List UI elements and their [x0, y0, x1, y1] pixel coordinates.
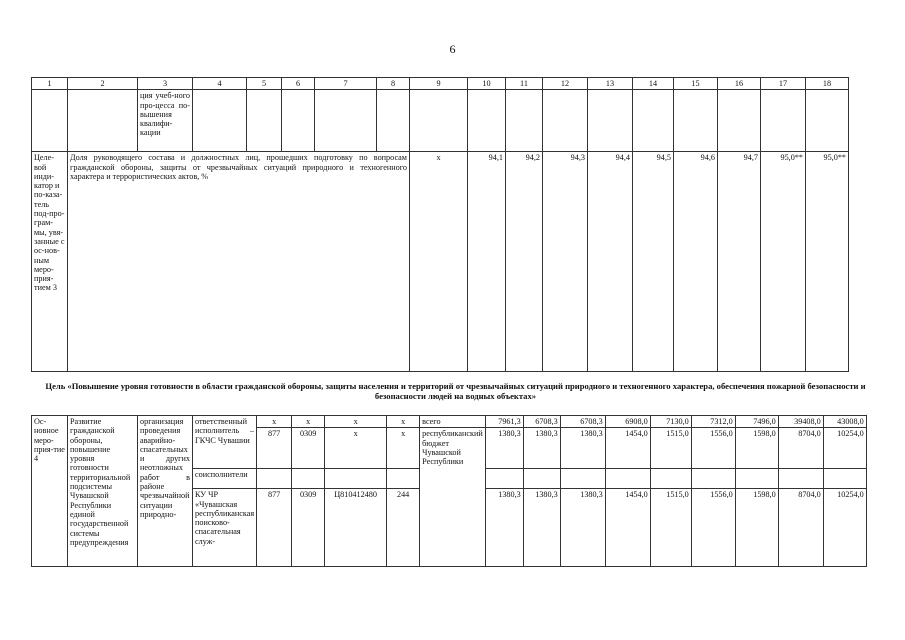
cell-code: 877 — [257, 428, 292, 469]
column-number: 10 — [468, 78, 506, 90]
amount: 1556,0 — [691, 428, 735, 469]
cell-code: х — [325, 416, 387, 428]
activity-name: Развитие гражданской обороны, повышение уровня готовности территориальной подсистемы Чувашской Республики единой государственной системы предупреждения — [68, 416, 138, 567]
amount: 8704,0 — [778, 489, 823, 567]
cell-code: 877 — [257, 489, 292, 567]
indicator-source: х — [410, 152, 468, 372]
amount: 7130,0 — [650, 416, 691, 428]
column-number: 14 — [633, 78, 674, 90]
amount: 1515,0 — [650, 428, 691, 469]
cell-code: х — [292, 416, 325, 428]
column-number: 18 — [806, 78, 849, 90]
indicator-value: 94,6 — [674, 152, 718, 372]
indicator-value: 94,2 — [506, 152, 543, 372]
cell-code: 0309 — [292, 428, 325, 469]
amount: 1380,3 — [485, 428, 523, 469]
amount: 8704,0 — [778, 428, 823, 469]
amount: 1380,3 — [523, 489, 560, 567]
amount: 10254,0 — [823, 428, 866, 469]
column-number: 16 — [718, 78, 761, 90]
column-number: 9 — [410, 78, 468, 90]
indicator-value: 94,5 — [633, 152, 674, 372]
indicator-value: 94,4 — [588, 152, 633, 372]
column-number: 13 — [588, 78, 633, 90]
cell-code: 244 — [387, 489, 420, 567]
funding-source: республиканский бюджет Чувашской Республики — [420, 428, 486, 567]
activity-task: организация проведения аварийно-спасательных и других неотложных работ в районе чрезвычайной ситуации природно- — [138, 416, 193, 567]
amount: 1380,3 — [485, 489, 523, 567]
column-number: 12 — [543, 78, 588, 90]
amount: 1515,0 — [650, 489, 691, 567]
continuation-row — [32, 90, 849, 152]
column-number: 5 — [247, 78, 282, 90]
coexecutors-label: соисполнители — [193, 469, 257, 489]
column-number: 17 — [761, 78, 806, 90]
amount: 7961,3 — [485, 416, 523, 428]
continuation-text: ция учеб-ного про-цесса по-вышения квалифи-кации — [138, 90, 193, 152]
amount: 7312,0 — [691, 416, 735, 428]
amount: 1380,3 — [523, 428, 560, 469]
activity-label: Ос-новное меро-прия-тие 4 — [32, 416, 68, 567]
amount: 39408,0 — [778, 416, 823, 428]
indicator-text: Доля руководящего состава и должностных лиц, прошедших подготовку по вопросам гражданской обороны, защиты от чрезвычайных ситуаций природного и техногенного характера и террористических актов, % — [68, 152, 410, 372]
amount: 1598,0 — [735, 489, 778, 567]
indicator-value: 95,0** — [806, 152, 849, 372]
column-number: 1 — [32, 78, 68, 90]
column-number: 4 — [193, 78, 247, 90]
column-number: 7 — [315, 78, 377, 90]
amount: 6708,3 — [560, 416, 605, 428]
column-number: 6 — [282, 78, 315, 90]
column-number: 15 — [674, 78, 718, 90]
amount: 1380,3 — [560, 428, 605, 469]
amount: 1598,0 — [735, 428, 778, 469]
page-number: 6 — [449, 42, 456, 56]
amount: 10254,0 — [823, 489, 866, 567]
amount: 7496,0 — [735, 416, 778, 428]
cell-code: х — [325, 428, 387, 469]
funding-source: всего — [420, 416, 486, 428]
column-number: 3 — [138, 78, 193, 90]
goal-heading: Цель «Повышение уровня готовности в области гражданской обороны, защиты населения и территорий от чрезвычайных ситуаций природного и техногенного характера, обеспечения пожарной безопасности и безопасности людей на водных объектах» — [45, 381, 866, 401]
cell-code: х — [387, 416, 420, 428]
cell-code: 0309 — [292, 489, 325, 567]
responsible-executor: ответственный исполнитель – ГКЧС Чувашии — [193, 416, 257, 469]
column-number: 11 — [506, 78, 543, 90]
amount: 1454,0 — [605, 428, 650, 469]
indicator-value: 94,3 — [543, 152, 588, 372]
amount: 6908,0 — [605, 416, 650, 428]
indicator-value: 94,1 — [468, 152, 506, 372]
column-number: 2 — [68, 78, 138, 90]
amount: 43008,0 — [823, 416, 866, 428]
amount: 1380,3 — [560, 489, 605, 567]
amount: 1454,0 — [605, 489, 650, 567]
indicator-row — [32, 152, 849, 372]
column-number: 8 — [377, 78, 410, 90]
cell-code: х — [257, 416, 292, 428]
column-number-row — [32, 78, 849, 90]
co-executor: КУ ЧР «Чувашская республиканская поисково-спасательная служ- — [193, 489, 257, 567]
total-row — [32, 416, 867, 428]
cell-code: Ц810412480 — [325, 489, 387, 567]
amount: 6708,3 — [523, 416, 560, 428]
amount: 1556,0 — [691, 489, 735, 567]
indicator-value: 94,7 — [718, 152, 761, 372]
cell-code: х — [387, 428, 420, 469]
indicator-value: 95,0** — [761, 152, 806, 372]
indicator-label: Целе-вой инди-катор и по-каза-тель под-про-грам-мы, увя-занные с ос-нов-ным меро-прия-тием 3 — [32, 152, 68, 372]
program-table-bottom — [31, 415, 867, 567]
program-table-top — [31, 77, 849, 372]
